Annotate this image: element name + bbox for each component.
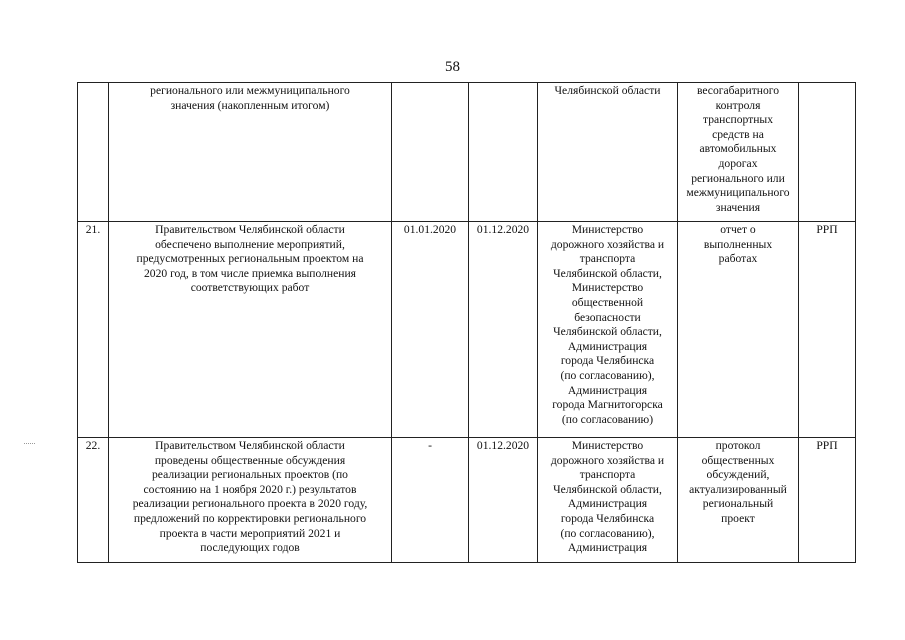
control-level: РРП xyxy=(799,222,856,438)
start-date: 01.01.2020 xyxy=(392,222,469,438)
executor: Челябинской области xyxy=(538,83,678,222)
event-description: регионального или межмуниципального значения (накопленным итогом) xyxy=(109,83,392,222)
executor: Министерство дорожного хозяйства и транспорта Челябинской области, Министерство общественной безопасности Челябинской области, Администрация города Челябинска (по согласованию), Администрация города Магнитогорска (по согласованию) xyxy=(538,222,678,438)
page-number: 58 xyxy=(445,59,460,75)
row-number xyxy=(78,83,109,222)
start-date: - xyxy=(392,438,469,563)
result-document: весогабаритного контроля транспортных средств на автомобильных дорогах регионального или межмуниципального значения xyxy=(678,83,799,222)
end-date xyxy=(469,83,538,222)
event-description: Правительством Челябинской области обеспечено выполнение мероприятий, предусмотренных региональным проектом на 2020 год, в том числе приемка выполнения соответствующих работ xyxy=(109,222,392,438)
result-document: протокол общественных обсуждений, актуализированный региональный проект xyxy=(678,438,799,563)
plan-table xyxy=(77,82,856,563)
margin-mark xyxy=(24,443,35,444)
control-level xyxy=(799,83,856,222)
row-number: 21. xyxy=(78,222,109,438)
event-description: Правительством Челябинской области проведены общественные обсуждения реализации региональных проектов (по состоянию на 1 ноября 2020 г.) результатов реализации регионального проекта в 2020 году, предложений по корректировки регионального проекта в части мероприятий 2021 и последующих годов xyxy=(109,438,392,563)
control-level: РРП xyxy=(799,438,856,563)
table-row xyxy=(78,222,856,438)
end-date: 01.12.2020 xyxy=(469,438,538,563)
executor: Министерство дорожного хозяйства и транспорта Челябинской области, Администрация города Челябинска (по согласованию), Администрация xyxy=(538,438,678,563)
table-row xyxy=(78,438,856,563)
result-document: отчет о выполненных работах xyxy=(678,222,799,438)
start-date xyxy=(392,83,469,222)
table-row xyxy=(78,83,856,222)
end-date: 01.12.2020 xyxy=(469,222,538,438)
row-number: 22. xyxy=(78,438,109,563)
